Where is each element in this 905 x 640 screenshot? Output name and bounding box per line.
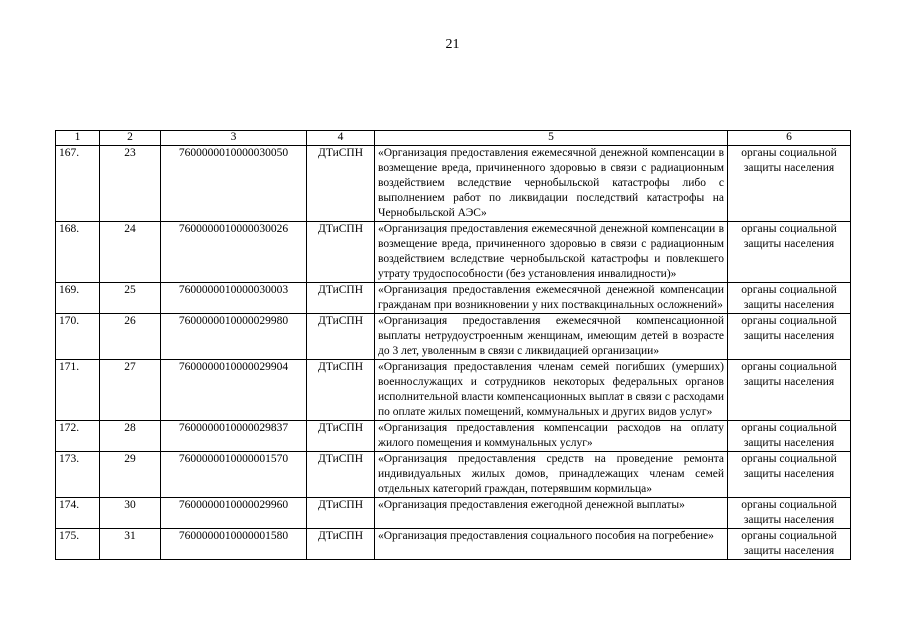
row-subnumber: 23 [100,146,161,222]
responsible-organization: органы социальной защиты населения [728,452,851,498]
row-subnumber: 28 [100,421,161,452]
page-number: 21 [445,37,460,52]
row-subnumber: 26 [100,314,161,360]
responsible-organization: органы социальной защиты населения [728,314,851,360]
row-number: 173. [56,452,100,498]
service-name: «Организация предоставления средств на проведение ремонта индивидуальных жилых домов, принадлежащих членам семей отдельных категорий граждан, потерявшим кормильца» [375,452,728,498]
row-number: 174. [56,498,100,529]
service-name: «Организация предоставления ежемесячной денежной компенсации в возмещение вреда, причиненного здоровью в связи с радиационным воздействием вследствие чернобыльской катастрофы либо с выполнением работ по ликвидации последствий катастрофы на Чернобыльской АЭС» [375,146,728,222]
row-subnumber: 31 [100,529,161,560]
row-subnumber: 29 [100,452,161,498]
service-name: «Организация предоставления ежемесячной компенсационной выплаты нетрудоустроенным женщинам, имеющим детей в возрасте до 3 лет, уволенным в связи с ликвидацией организации» [375,314,728,360]
service-code: 7600000010000029980 [161,314,307,360]
row-subnumber: 24 [100,222,161,283]
department: ДТиСПН [307,360,375,421]
table-row [56,283,851,314]
service-name: «Организация предоставления компенсации расходов на оплату жилого помещения и коммунальных услуг» [375,421,728,452]
department: ДТиСПН [307,452,375,498]
column-header-3: 3 [161,131,307,146]
column-header-1: 1 [56,131,100,146]
column-header-6: 6 [728,131,851,146]
department: ДТиСПН [307,146,375,222]
responsible-organization: органы социальной защиты населения [728,222,851,283]
row-number: 172. [56,421,100,452]
service-name: «Организация предоставления ежегодной денежной выплаты» [375,498,728,529]
department: ДТиСПН [307,498,375,529]
responsible-organization: органы социальной защиты населения [728,146,851,222]
row-number: 171. [56,360,100,421]
row-number: 167. [56,146,100,222]
service-code: 7600000010000030026 [161,222,307,283]
table-row [56,421,851,452]
row-number: 175. [56,529,100,560]
table-header-row [56,131,851,146]
service-code: 7600000010000001580 [161,529,307,560]
row-subnumber: 30 [100,498,161,529]
row-subnumber: 27 [100,360,161,421]
department: ДТиСПН [307,222,375,283]
table-row [56,314,851,360]
service-code: 7600000010000001570 [161,452,307,498]
column-header-2: 2 [100,131,161,146]
service-name: «Организация предоставления социального пособия на погребение» [375,529,728,560]
responsible-organization: органы социальной защиты населения [728,283,851,314]
row-subnumber: 25 [100,283,161,314]
responsible-organization: органы социальной защиты населения [728,498,851,529]
column-header-5: 5 [375,131,728,146]
service-code: 7600000010000029960 [161,498,307,529]
department: ДТиСПН [307,314,375,360]
service-code: 7600000010000030050 [161,146,307,222]
table-row [56,222,851,283]
service-code: 7600000010000030003 [161,283,307,314]
table-row [56,360,851,421]
department: ДТиСПН [307,421,375,452]
responsible-organization: органы социальной защиты населения [728,360,851,421]
service-code: 7600000010000029837 [161,421,307,452]
column-header-4: 4 [307,131,375,146]
services-table [55,130,851,560]
table-row [56,452,851,498]
service-code: 7600000010000029904 [161,360,307,421]
row-number: 168. [56,222,100,283]
service-name: «Организация предоставления членам семей погибших (умерших) военнослужащих и сотрудников некоторых федеральных органов исполнительной власти компенсационных выплат в связи с расходами по оплате жилых помещений, коммунальных и других видов услуг» [375,360,728,421]
row-number: 170. [56,314,100,360]
table-row [56,498,851,529]
service-name: «Организация предоставления ежемесячной денежной компенсации в возмещение вреда, причиненного здоровью в связи с радиационным воздействием вследствие чернобыльской катастрофы и повлекшего утрату трудоспособности (без установления инвалидности)» [375,222,728,283]
department: ДТиСПН [307,283,375,314]
table-row [56,146,851,222]
department: ДТиСПН [307,529,375,560]
table-row [56,529,851,560]
row-number: 169. [56,283,100,314]
responsible-organization: органы социальной защиты населения [728,529,851,560]
service-name: «Организация предоставления ежемесячной денежной компенсации гражданам при возникновении у них поствакцинальных осложнений» [375,283,728,314]
responsible-organization: органы социальной защиты населения [728,421,851,452]
